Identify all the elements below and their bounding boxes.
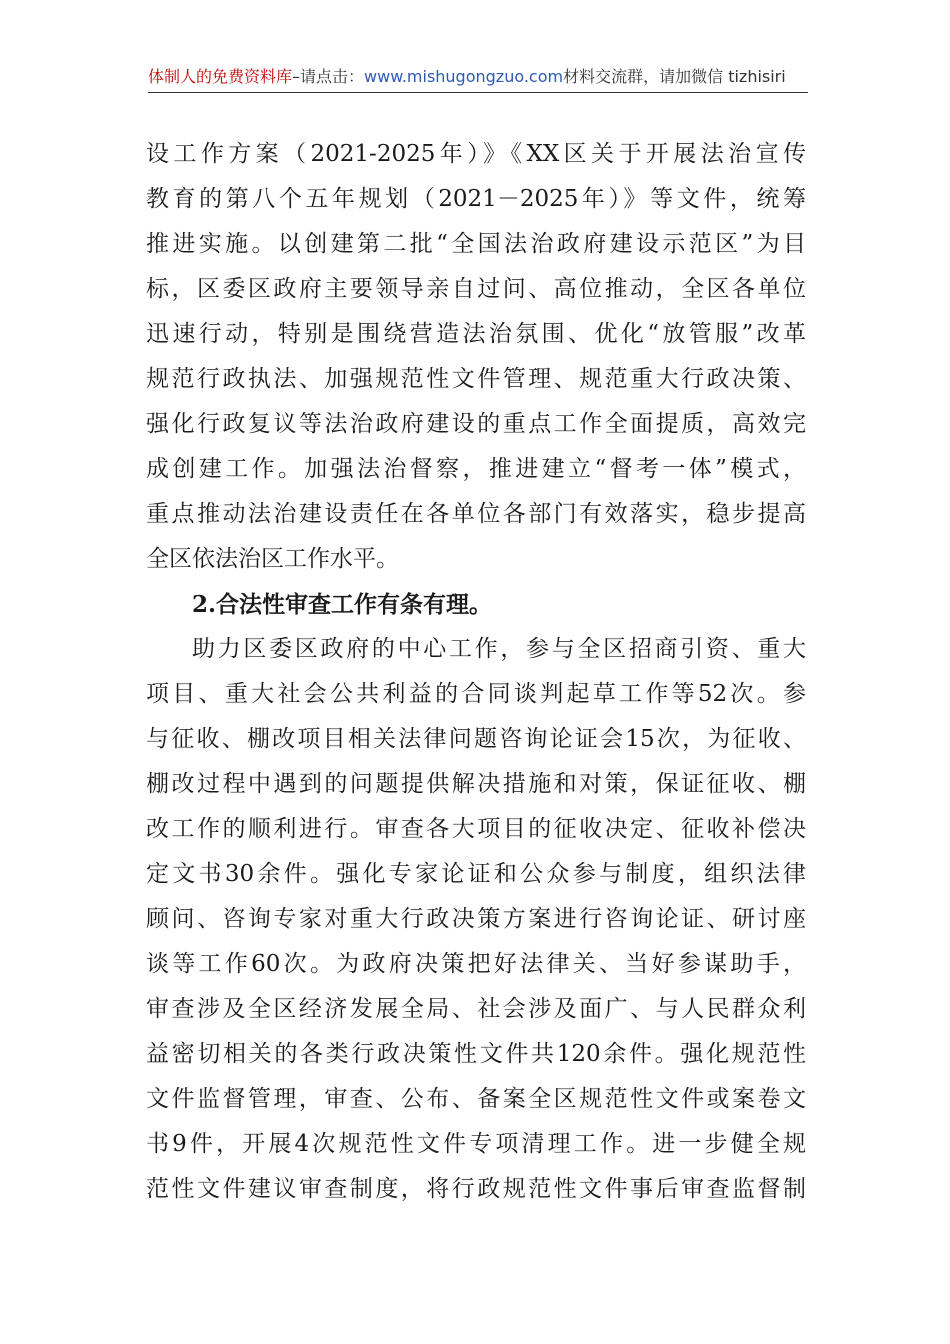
text-line: 强化行政复议等法治政府建设的重点工作全面提质，高效完 — [146, 411, 806, 437]
document-body — [146, 132, 806, 1212]
text-line: 全区依法治区工作水平。 — [146, 546, 399, 572]
paragraph-1 — [146, 132, 806, 582]
page-header — [148, 64, 808, 93]
text-line: 与征收、棚改项目相关法律问题咨询论证会15次，为征收、 — [146, 726, 806, 752]
header-url-link[interactable]: www.mishugongzuo.com — [364, 67, 564, 86]
text-line: 定文书30余件。强化专家论证和公众参与制度，组织法律 — [146, 861, 806, 887]
text-line: 规范行政执法、加强规范性文件管理、规范重大行政决策、 — [146, 366, 806, 392]
text-line: 书9件，开展4次规范性文件专项清理工作。进一步健全规 — [146, 1131, 806, 1157]
header-brand: 体制人的免费资料库 — [148, 67, 293, 86]
text-line: 顾问、咨询专家对重大行政决策方案进行咨询论证、研讨座 — [146, 906, 806, 932]
paragraph-2 — [146, 627, 806, 1212]
text-line: 设工作方案（2021-2025年）》《XX区关于开展法治宣传 — [146, 141, 806, 167]
text-line: 重点推动法治建设责任在各单位各部门有效落实，稳步提高 — [146, 501, 806, 527]
section-heading: 2.合法性审查工作有条有理。 — [192, 591, 493, 618]
text-line: 成创建工作。加强法治督察，推进建立“督考一体”模式， — [146, 456, 806, 482]
text-line: 益密切相关的各类行政决策性文件共120余件。强化规范性 — [146, 1041, 806, 1067]
text-line: 审查涉及全区经济发展全局、社会涉及面广、与人民群众利 — [146, 996, 806, 1022]
text-line: 棚改过程中遇到的问题提供解决措施和对策，保证征收、棚 — [146, 771, 806, 797]
text-line: 范性文件建议审查制度，将行政规范性文件事后审查监督制 — [146, 1176, 806, 1202]
text-line: 教育的第八个五年规划（2021－2025年）》等文件，统筹 — [146, 186, 806, 212]
text-line: 改工作的顺利进行。审查各大项目的征收决定、征收补偿决 — [146, 816, 806, 842]
header-contact: 材料交流群，请加微信 tizhisiri — [563, 67, 786, 86]
header-prompt: –请点击： — [292, 67, 365, 86]
text-line: 迅速行动，特别是围绕营造法治氛围、优化“放管服”改革 — [146, 321, 806, 347]
text-line: 助力区委区政府的中心工作，参与全区招商引资、重大 — [192, 636, 806, 662]
text-line: 文件监督管理，审查、公布、备案全区规范性文件或案卷文 — [146, 1086, 806, 1112]
text-line: 推进实施。以创建第二批“全国法治政府建设示范区”为目 — [146, 231, 806, 257]
text-line: 标，区委区政府主要领导亲自过问、高位推动，全区各单位 — [146, 276, 806, 302]
text-line: 项目、重大社会公共利益的合同谈判起草工作等52次。参 — [146, 681, 806, 707]
text-line: 谈等工作60次。为政府决策把好法律关、当好参谋助手， — [146, 951, 806, 977]
